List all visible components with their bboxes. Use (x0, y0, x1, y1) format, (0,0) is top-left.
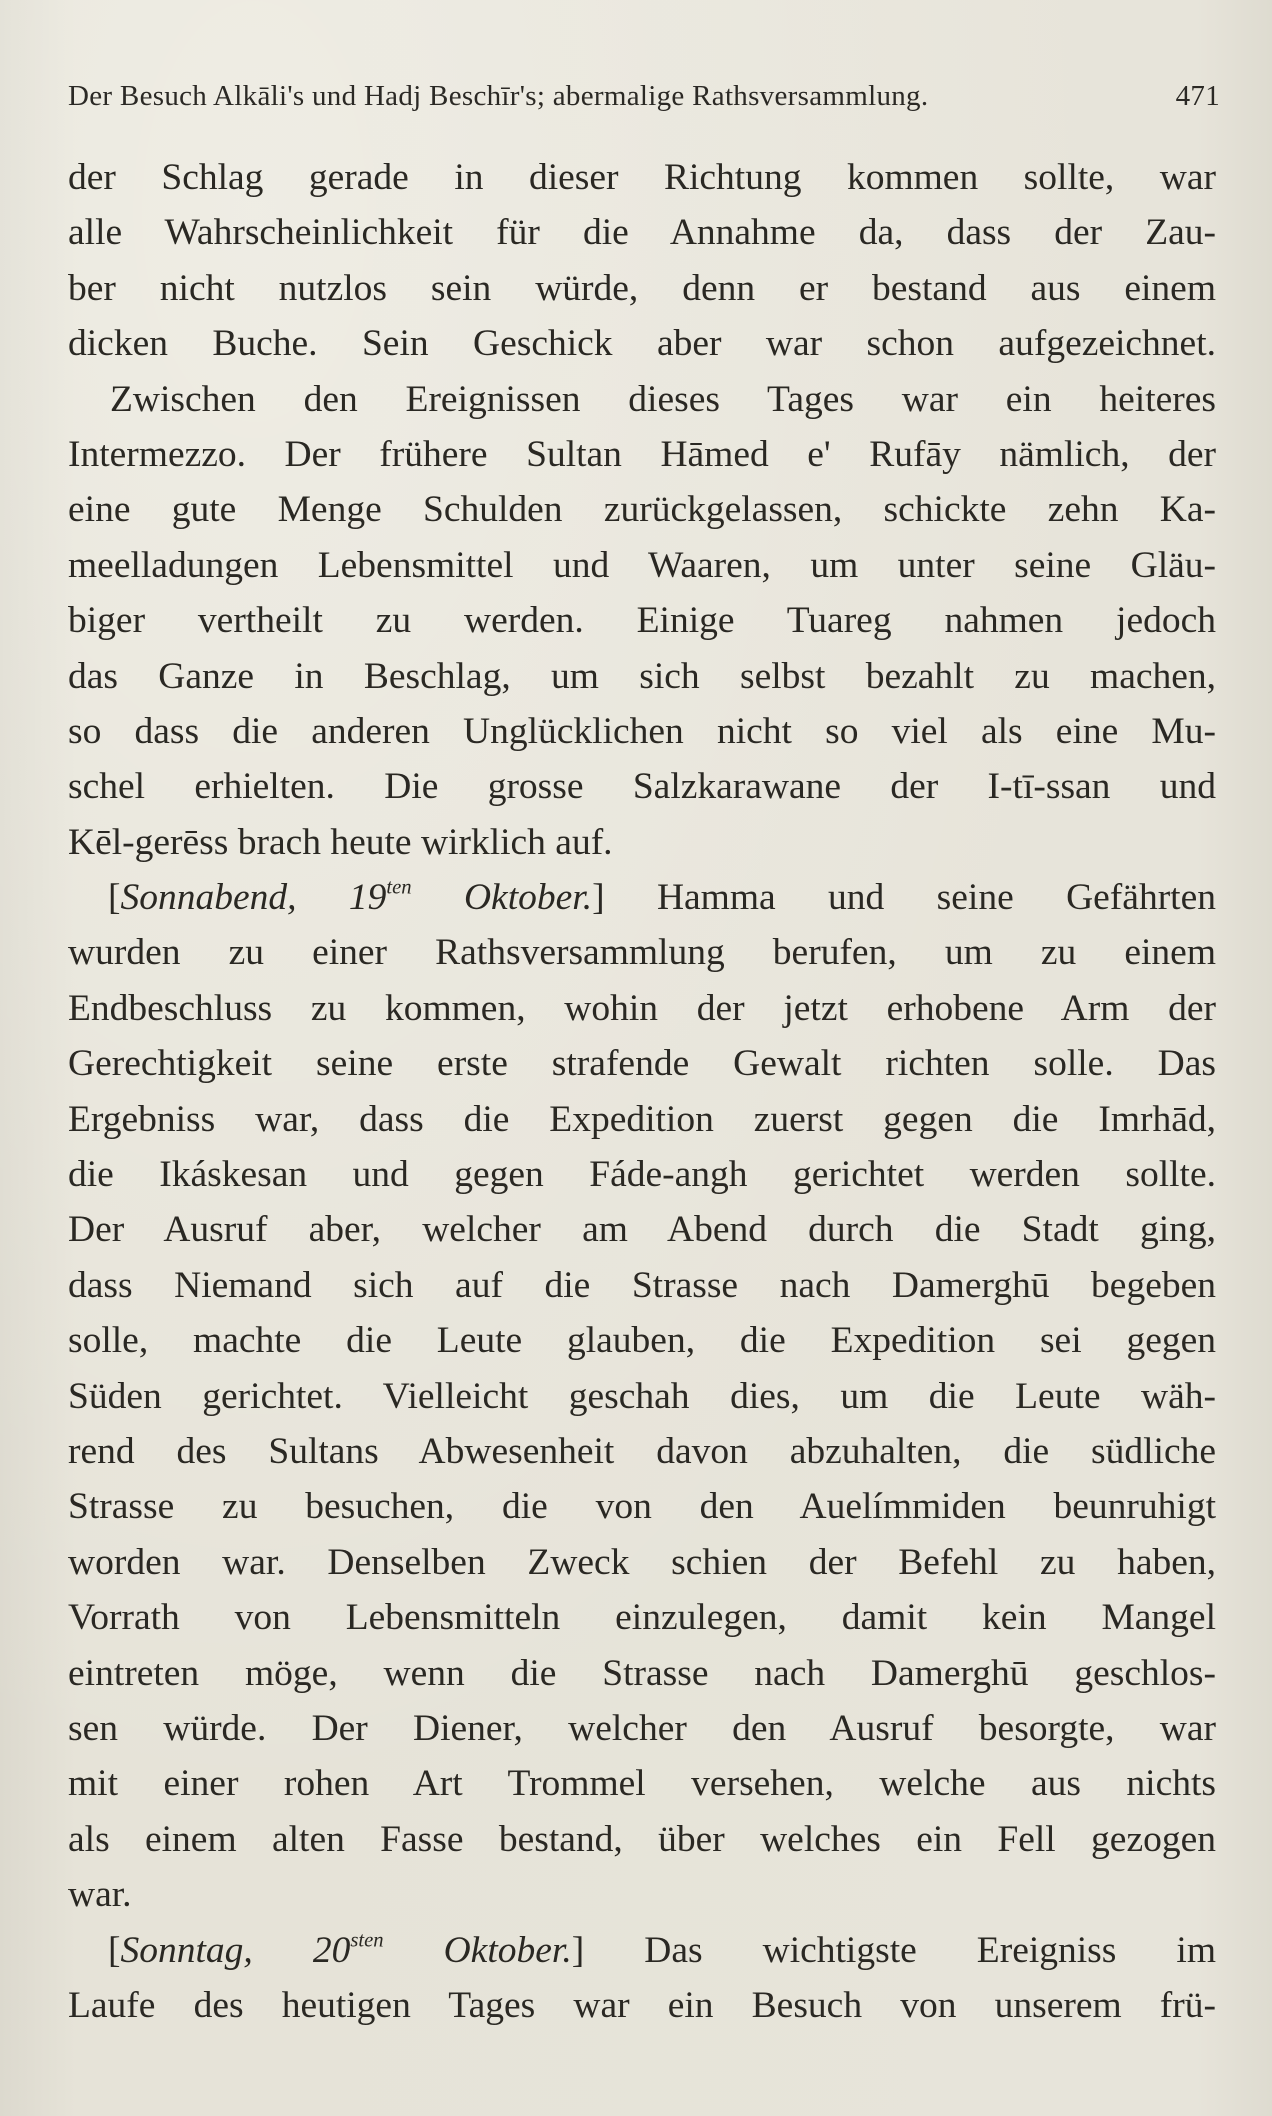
text-line: sen würde. Der Diener, welcher den Ausruf besorgte, war (68, 1707, 1216, 1749)
text-line: Süden gerichtet. Vielleicht geschah dies, um die Leute wäh- (68, 1375, 1216, 1417)
text-line: Vorrath von Lebensmitteln einzulegen, damit kein Mangel (68, 1597, 1216, 1639)
text-line: dass Niemand sich auf die Strasse nach Damerghū begeben (68, 1264, 1216, 1306)
text-line: dicken Buche. Sein Geschick aber war schon aufgezeichnet. (68, 323, 1216, 365)
text-line: der Schlag gerade in dieser Richtung kommen sollte, war (68, 157, 1216, 198)
text-line: Strasse zu besuchen, die von den Auelímmiden beunruhigt (68, 1486, 1216, 1528)
text-segment: Das wichtigste Ereigniss im (644, 1929, 1216, 1971)
date-day: Sonntag, 20 (120, 1929, 351, 1971)
bracket-open: [ (108, 1929, 121, 1971)
text-line: Intermezzo. Der frühere Sultan Hāmed e' Rufāy nämlich, der (68, 433, 1216, 475)
text-line: worden war. Denselben Zweck schien der Befehl zu haben, (68, 1541, 1216, 1583)
page-header (68, 80, 1220, 120)
text-line: so dass die anderen Unglücklichen nicht so viel als eine Mu- (68, 710, 1216, 752)
text-segment: Hamma und seine Gefährten (656, 877, 1216, 919)
text-line: Ergebniss war, dass die Expedition zuerst gegen die Imrhād, (68, 1098, 1216, 1140)
text-line: Zwischen den Ereignissen dieses Tages war ein heiteres (110, 378, 1216, 420)
text-line: Endbeschluss zu kommen, wohin der jetzt erhobene Arm der (68, 987, 1216, 1029)
text-line: Der Ausruf aber, welcher am Abend durch die Stadt ging, (68, 1209, 1216, 1251)
text-line: war. (68, 1874, 132, 1916)
text-line: eine gute Menge Schulden zurückgelassen, schickte zehn Ka- (68, 489, 1216, 531)
text-line: solle, machte die Leute glauben, die Expedition sei gegen (68, 1320, 1216, 1362)
body-text (68, 150, 1216, 2033)
date-ordinal: sten (350, 1929, 384, 1952)
page-number: 471 (1175, 80, 1220, 112)
text-line: Gerechtigkeit seine erste strafende Gewalt richten solle. Das (68, 1043, 1216, 1085)
text-line: wurden zu einer Rathsversammlung berufen, um zu einem (68, 932, 1216, 974)
text-line: eintreten möge, wenn die Strasse nach Damerghū geschlos- (68, 1652, 1216, 1694)
bracket-close: ] (571, 1929, 585, 1971)
text-line: das Ganze in Beschlag, um sich selbst bezahlt zu machen, (68, 655, 1216, 697)
running-title: Der Besuch Alkāli's und Hadj Beschīr's; abermalige Rathsversammlung. (68, 80, 929, 112)
text-line: ber nicht nutzlos sein würde, denn er bestand aus einem (68, 267, 1216, 309)
text-line: biger vertheilt zu werden. Einige Tuareg nahmen jedoch (68, 600, 1216, 642)
bracket-open: [ (108, 877, 121, 919)
text-line: Laufe des heutigen Tages war ein Besuch von unserem frü- (68, 1984, 1216, 2026)
text-line: die Ikáskesan und gegen Fáde-angh gerichtet werden sollte. (68, 1154, 1216, 1196)
text-line: rend des Sultans Abwesenheit davon abzuhalten, die südliche (68, 1430, 1216, 1472)
date-month: Oktober. (463, 877, 593, 919)
date-day: Sonnabend, 19 (120, 877, 387, 919)
date-ordinal: ten (386, 876, 412, 899)
bracket-close: ] (592, 877, 605, 919)
dated-entry-line (68, 1923, 1216, 1978)
text-line: als einem alten Fasse bestand, über welches ein Fell gezogen (68, 1818, 1216, 1860)
text-line: schel erhielten. Die grosse Salzkarawane der I-tī-ssan und (68, 766, 1216, 808)
text-line: alle Wahrscheinlichkeit für die Annahme da, dass der Zau- (68, 212, 1216, 254)
date-month: Oktober. (443, 1929, 572, 1971)
text-line: meelladungen Lebensmittel und Waaren, um unter seine Gläu- (68, 544, 1216, 586)
text-line: mit einer rohen Art Trommel versehen, welche aus nichts (68, 1763, 1216, 1805)
dated-entry-line (68, 870, 1216, 925)
text-line: Kēl-gerēss brach heute wirklich auf. (68, 821, 613, 863)
